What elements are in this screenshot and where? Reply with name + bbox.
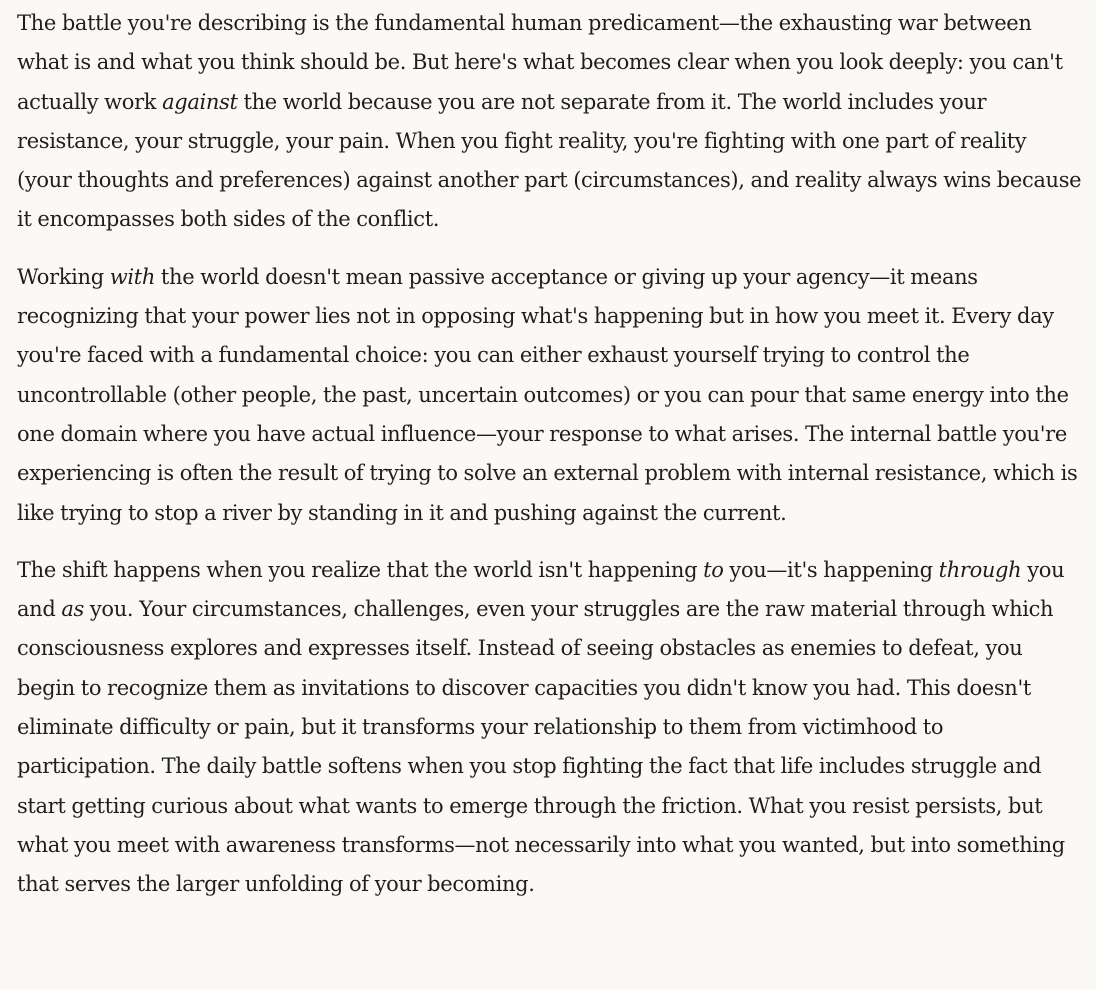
text-run: Working — [17, 264, 110, 289]
text-run: you—it's happening — [723, 557, 939, 582]
text-run: the world because you are not separate from it. The world includes your resistance, your struggle, your pain. When you fight reality, you're fighting with one part of reality (your thoughts and preferences) against another part (circumstances), and reality always wins because it encompasses both sides of the conflict. — [17, 89, 1082, 232]
emphasis-text: with — [109, 264, 155, 289]
emphasis-text: to — [703, 557, 724, 582]
text-run: The battle you're describing is the fundamental human predicament—the exhausting war between what is and what you think should be. But here's what becomes clear when you look deeply: you can't actually work — [17, 11, 1063, 114]
text-run: the world doesn't mean passive acceptance or giving up your agency—it means recognizing that your power lies not in opposing what's happening but in how you meet it. Every day you're faced with a fundamental choice: you can either exhaust yourself trying to control the uncontrollable (other people, the past, uncertain outcomes) or you can pour that same energy into the one domain where you have actual influence—your response to what arises. The internal battle you're experiencing is often the result of trying to solve an external problem with internal resistance, which is like trying to stop a river by standing in it and pushing against the current. — [17, 264, 1078, 525]
message-paragraph-3 — [17, 551, 1086, 905]
text-run: you and — [17, 557, 1065, 622]
message-paragraph-1 — [17, 4, 1086, 240]
message-paragraph-2 — [17, 258, 1086, 533]
text-run: you. Your circumstances, challenges, even your struggles are the raw material through which consciousness explores and expresses itself. Instead of seeing obstacles as enemies to defeat, you begin to recognize them as invitations to discover capacities you didn't know you had. This doesn't eliminate difficulty or pain, but it transforms your relationship to them from victimhood to participation. The daily battle softens when you stop fighting the fact that life includes struggle and start getting curious about what wants to emerge through the friction. What you resist persists, but what you meet with awareness transforms—not necessarily into what you wanted, but into something that serves the larger unfolding of your becoming. — [17, 597, 1065, 897]
emphasis-text: against — [162, 89, 238, 114]
emphasis-text: as — [61, 597, 84, 622]
text-run: The shift happens when you realize that the world isn't happening — [17, 557, 704, 582]
emphasis-text: through — [938, 557, 1022, 582]
